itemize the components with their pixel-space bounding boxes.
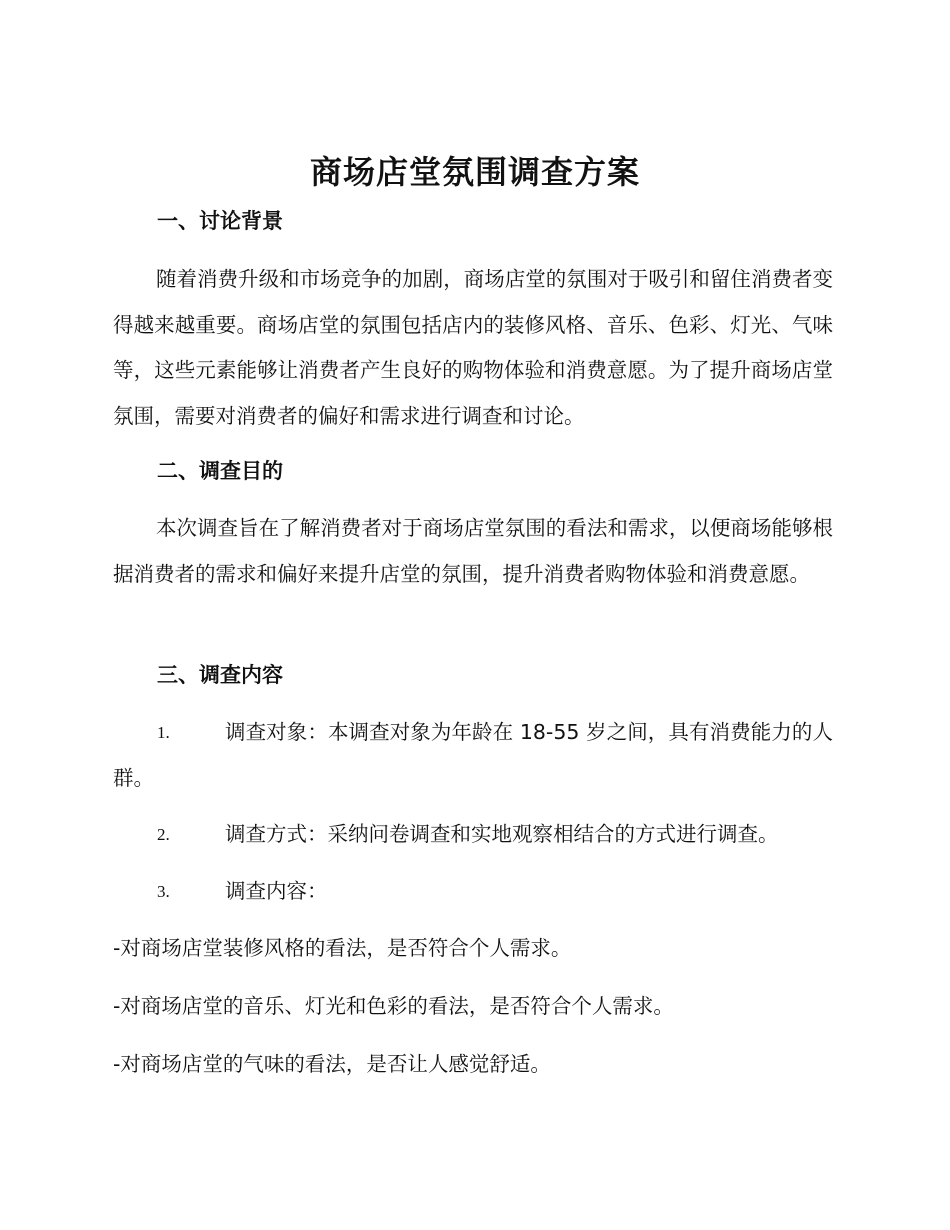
bullet-item: -对商场店堂的音乐、灯光和色彩的看法，是否符合个人需求。 [113, 994, 674, 1018]
list-item [113, 812, 833, 858]
section-heading-purpose: 二、调查目的 [157, 459, 283, 483]
list-number: 3. [157, 882, 170, 901]
bullet-item: -对商场店堂装修风格的看法，是否符合个人需求。 [113, 936, 572, 960]
purpose-paragraph: 本次调查旨在了解消费者对于商场店堂氛围的看法和需求，以便商场能够根据消费者的需求和偏好来提升店堂的氛围，提升消费者购物体验和消费意愿。 [113, 516, 833, 586]
list-text: 调查方式：采纳问卷调查和实地观察相结合的方式进行调查。 [225, 822, 779, 846]
document-title: 商场店堂氛围调查方案 [309, 153, 640, 191]
list-number: 1. [157, 723, 170, 742]
section-heading-background: 一、讨论背景 [157, 209, 283, 233]
background-paragraph: 随着消费升级和市场竞争的加剧，商场店堂的氛围对于吸引和留住消费者变得越来越重要。商场店堂的氛围包括店内的装修风格、音乐、色彩、灯光、气味等，这些元素能够让消费者产生良好的购物体验和消费意愿。为了提升商场店堂氛围，需要对消费者的偏好和需求进行调查和讨论。 [113, 267, 833, 428]
list-item [113, 710, 833, 801]
bullet-item: -对商场店堂的气味的看法，是否让人感觉舒适。 [113, 1052, 551, 1076]
list-text: 调查对象：本调查对象为年龄在 18-55 岁之间，具有消费能力的人群。 [113, 720, 833, 790]
list-number: 2. [157, 825, 170, 844]
section-heading-content: 三、调查内容 [157, 663, 283, 687]
list-text: 调查内容： [225, 879, 328, 903]
list-item [113, 869, 833, 915]
